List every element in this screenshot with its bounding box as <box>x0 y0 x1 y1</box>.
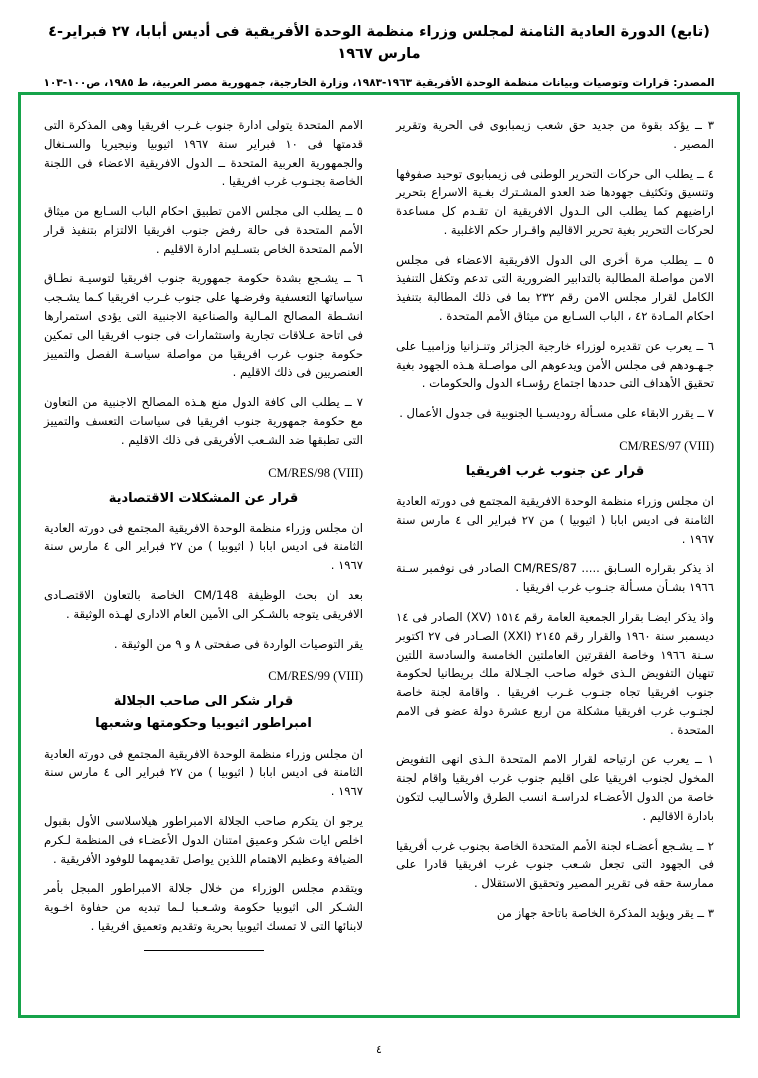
section-divider <box>144 950 264 952</box>
column-left <box>28 102 379 1008</box>
paragraph: ٦ ــ يعرب عن تقديره لوزراء خارجية الجزائر وتنـزانيا وزامبيـا على جـهـودهم فى مجلس الأمن ويدعوهم الى مواصـلة هـذه الجهود بغية تحقيق الأهداف التى حددها اجتماع رؤسـاء الدول والحكومات . <box>396 338 714 391</box>
resolution-code: CM/RES/99 (VIII) <box>268 669 363 684</box>
paragraph: واذ يذكر ايضـا بقرار الجمعية العامة رقم ١٥١٤ (XV) الصادر فى ١٤ ديسمبر سنة ١٩٦٠ والقرار رقم ٢١٤٥ (XXI) الصـادر فى ٢٧ اكتوبر سـنة ١٩٦٦ وخاصة الفقرتين العاملتين الخامسة والسادسة اللتين تنهيان التفويض الـذى خوله صاحب الجـلالة ملك بريطانيا لحكومة جنوب افريقيا تجاه جنـوب غـرب افريقيا . واقامة لجنة خاصة لجنـوب غرب افريقيا مشكلة من اربع عشرة دولة عضو فى الامم المتحدة . <box>396 609 714 737</box>
resolution-code: CM/RES/97 (VIII) <box>619 438 714 453</box>
paragraph: ٥ ــ يطلب مرة أخرى الى الدول الافريقية الاعضاء فى مجلس الامن مواصلة المطالبة بالتدابير الضرورية التى تدعم وتكفل التنفيذ الكامل لقرار مجلس الامن رقم ٢٣٢ بما فى ذلك المطالبة بتنفيذ احكام المـادة ٤٢ ، الباب السـابع من ميثاق الأمم المتحدة . <box>396 252 714 324</box>
paragraph: اذ يذكر بقراره السـابق ..... CM/RES/87 الصادر فى نوفمبر سـنة ١٩٦٦ بشـأن مسـألة جنـوب غرب افريقيا . <box>396 561 714 595</box>
paragraph: الامم المتحدة يتولى ادارة جنوب غـرب افريقيا وهى المذكرة التى قدمتها فى ١٠ فبراير سنة ١٩٦٧ اثيوبيا ونيجيريا والسـنغال والجمهورية العربية المتحدة ــ الدول الافريقية الاعضاء فى اللجنة الخاصة بجنـوب غرب افريقيا . <box>44 118 363 189</box>
paragraph: يقر التوصيات الواردة فى صفحتى ٨ و ٩ من الوثيقة . <box>113 636 363 651</box>
paragraph: ٧ ــ يقرر الابقاء على مسـألة روديسـيا الجنوبية فى جدول الأعمال . <box>399 406 714 421</box>
page-title: (تابع) الدورة العادية الثامنة لمجلس وزراء منظمة الوحدة الأفريقية فى أديس أبابا، ٢٧ فبراير-٤ مارس ١٩٦٧ <box>48 24 710 62</box>
column-right <box>379 102 730 1008</box>
paragraph: بعد ان بحث الوظيفة CM/148 الخاصة بالتعاون الاقتصـادى الافريقى يتوجه بالشـكر الى الأمين العام الادارى لهـذه الوثيقة . <box>44 587 363 621</box>
paragraph: ١ ــ يعرب عن ارتياحه لقرار الامم المتحدة الـذى انهى التفويض المخول لجنوب افريقيا على اقليم جنوب غرب افريقيا واقام لجنة خاصة من الدول الأعضـاء لدراسـة انسب الطرق والأسـاليب لتكون بادارة الاقاليم . <box>396 752 714 823</box>
paragraph: ان مجلس وزراء منظمة الوحدة الافريقية المجتمع فى دورته العادية الثامنة فى اديس ابابا ( اثيوبيا ) من ٢٧ فبراير الى ٤ مارس سنة ١٩٦٧ . <box>44 746 363 799</box>
paragraph: ٣ ــ يؤكد بقوة من جديد حق شعب زيمبابوى فى الحرية وتقرير المصير . <box>396 118 714 151</box>
paragraph: ٤ ــ يطلب الى حركات التحرير الوطنى فى زيمبابوى توحيد صفوفها وتنسيق وتكثيف جهودها ضد العدو المشـترك بغـية الاسراع بتحرير اراضيهم كما يطلب الى الـدول الافريقية ان تقـدم كل مساعدة لحركات التحرير بغية تحرير الاقاليم واقـرار حكم الاغلبية . <box>396 166 714 237</box>
page-number: ٤ <box>376 1043 382 1056</box>
paragraph: ٣ ــ يقر ويؤيد المذكرة الخاصة باتاحة جهاز من <box>496 905 714 920</box>
resolution-title: قرار عن جنوب غرب افريقيا <box>465 463 645 479</box>
document-header <box>0 0 758 91</box>
document-source: المصدر: قرارات وتوصيات وبيانات منظمة الوحدة الأفريقية ١٩٦٣-١٩٨٣، وزارة الخارجية، جمهورية مصر العربية، ط ١٩٨٥، ص١٠٠-١٠٣ <box>43 76 715 89</box>
paragraph: ٢ ــ يشـجع أعضـاء لجنة الأمم المتحدة الخاصة بجنوب غرب أفريقيا فى الجهود التى تجعل شـعب جنوب غرب افريقيا قادرا على ممارسة حقه فى تقرير المصير وتحقيق الاستقلال . <box>396 838 714 891</box>
paragraph: ويتقدم مجلس الوزراء من خلال جلالة الامبراطور المبجل بأمر الشـكر الى اثيوبيا حكومة وشـعـبا لـما تبديه من حفاوة اخـوية لابنائها التى لا تمسك اثيوبيا بحرية وتقديم وتعميق افريقيا . <box>44 881 363 933</box>
resolution-title: قرار عن المشكلات الاقتصادية <box>108 490 299 506</box>
content-columns <box>28 102 730 1008</box>
content-frame <box>18 92 740 1018</box>
paragraph: ان مجلس وزراء منظمة الوحدة الافريقية المجتمع فى دورته العادية الثامنة فى اديس ابابا ( اثيوبيا ) من ٢٧ فبراير الى ٤ مارس سنة ١٩٦٧ . <box>396 494 714 546</box>
resolution-title-line1: قرار شكر الى صاحب الجلالة <box>113 694 294 710</box>
paragraph: ٧ ــ يطلب الى كافة الدول منع هـذه المصالح الاجنبية من التعاون مع حكومة جمهورية جنوب افريقيا فى سياسات التعسف والتمييز التى تطبقها ضد الشـعب الأفريقى فى ذلك الاقليم . <box>44 395 363 447</box>
paragraph: ان مجلس وزراء منظمة الوحدة الافريقية المجتمع فى دورته العادية الثامنة فى اديس ابابا ( اثيوبيا ) من ٢٧ فبراير الى ٤ مارس سنة ١٩٦٧ . <box>44 520 363 573</box>
resolution-title-line2: امبراطور اثيوبيا وحكومتها وشعبها <box>95 716 312 732</box>
resolution-code: CM/RES/98 (VIII) <box>268 465 363 480</box>
paragraph: ٦ ــ يشـجع بشدة حكومة جمهورية جنوب افريقيا لتوسيـة نطـاق سياساتها التعسفية وفرضـها على جنوب غـرب افريقيا كـما يشـجب انشـطة المصالح المـالية والصناعية الاجنبية التى يؤدى استمرارها فى اتاحة عـلاقات تجارية واستثمارات فى جنوب افريقيا الى تمكين حكومة جنوب غرب افريقيا من مواصلة سياسـة الفصل والتمييز العنصريين فى ذلك الاقليم . <box>44 271 363 380</box>
paragraph: ٥ ــ يطلب الى مجلس الامن تطبيق احكام الباب السـابع من ميثاق الأمم المتحدة فى حالة رفض جنوب افريقيا الالتزام بتنفيذ قرار الأمم المتحدة الخاص بتسـليم ادارة الاقليم . <box>44 204 363 256</box>
paragraph: يرجو ان يتكرم صاحب الجلالة الامبراطور هيلاسلاسى الأول بقبول اخلص ايات شكر وعميق امتنان الدول الأعضـاء فى المنظمة لـكرم الضيافة وعظيم الاهتمام اللذين يواصل تقديمهما للوفود الأفريقية . <box>44 813 363 866</box>
